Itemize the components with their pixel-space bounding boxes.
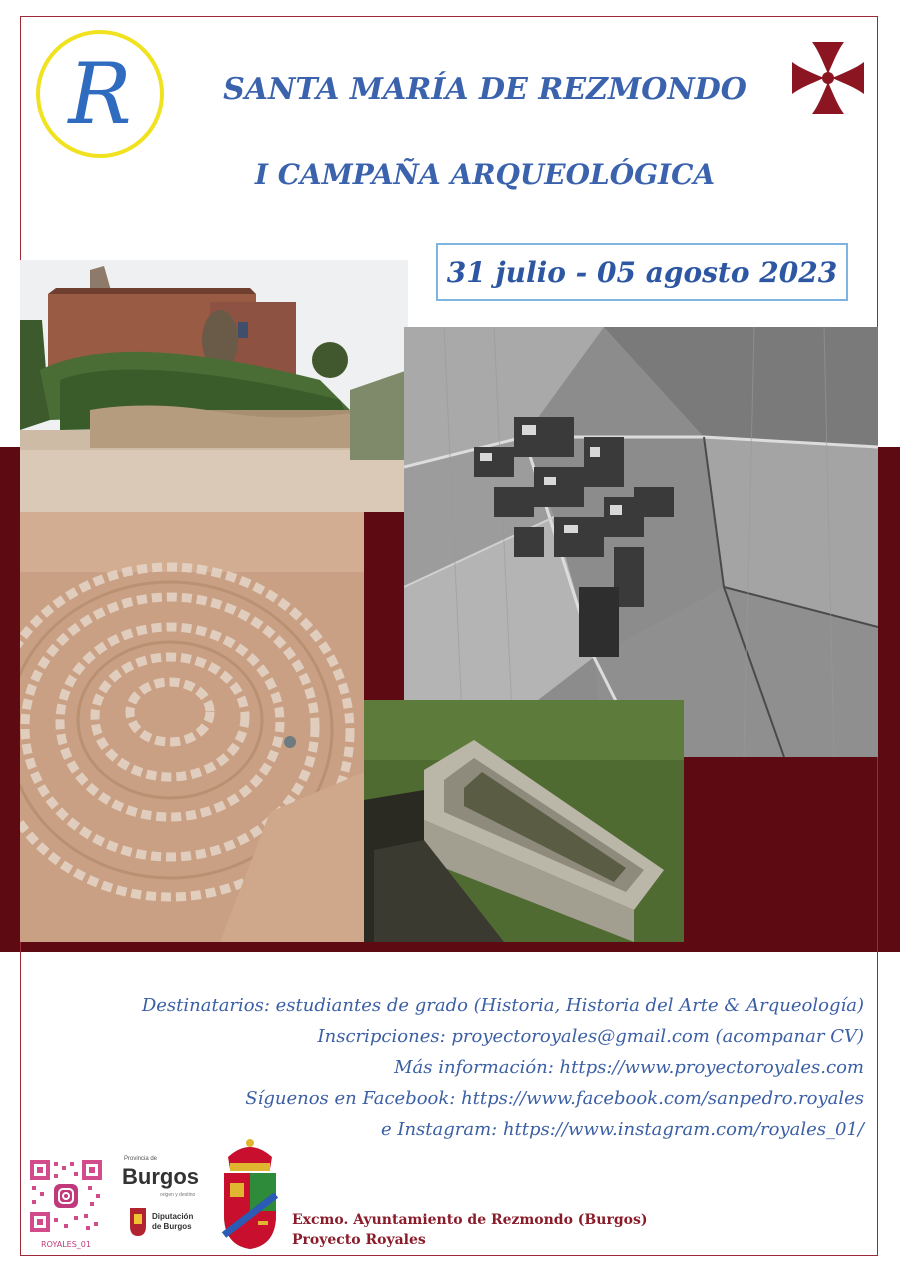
org-line2: Proyecto Royales [292,1232,426,1248]
burgos-tag: origen y destino [160,1192,196,1198]
more-info-line[interactable]: Más información: https://www.proyectoroyales.com [394,1057,864,1078]
diputacion-logo [128,1206,208,1240]
rezmondo-coat-of-arms-icon [218,1135,282,1253]
info-block [64,990,864,1145]
royales-logo [36,30,164,158]
burgos-main: Burgos [122,1164,199,1189]
cobblestone-pavement-photo [20,512,364,942]
registration-line[interactable]: Inscripciones: proyectoroyales@gmail.com (acompanar CV) [317,1026,864,1047]
stone-sarcophagus-photo [364,700,684,942]
aerial-photo [404,327,878,757]
facebook-line[interactable]: Síguenos en Facebook: https://www.facebook.com/sanpedro.royales [245,1088,864,1109]
recipients-line: Destinatarios: estudiantes de grado (Historia, Historia del Arte & Arqueología) [141,995,864,1016]
campaign-date: 31 julio - 05 agosto 2023 [446,255,838,289]
burgos-province-logo [120,1152,204,1198]
footer-organization [292,1210,647,1250]
diputacion-line2: de Burgos [152,1222,192,1231]
qr-label: ROYALES_01 [41,1240,91,1249]
date-box [436,243,848,301]
org-line1: Excmo. Ayuntamiento de Rezmondo (Burgos) [292,1212,648,1228]
church-photo [20,260,408,512]
diputacion-shield-icon [128,1206,148,1238]
campaign-subtitle: I CAMPAÑA ARQUEOLÓGICA [254,158,716,191]
instagram-line[interactable]: e Instagram: https://www.instagram.com/royales_01/ [380,1119,864,1140]
page-title: SANTA MARÍA DE REZMONDO [223,72,747,107]
diputacion-line1: Diputación [152,1212,194,1221]
qr-code[interactable] [28,1158,104,1234]
burgos-small: Provincia de [124,1156,158,1162]
logo-letter: R [68,45,132,143]
